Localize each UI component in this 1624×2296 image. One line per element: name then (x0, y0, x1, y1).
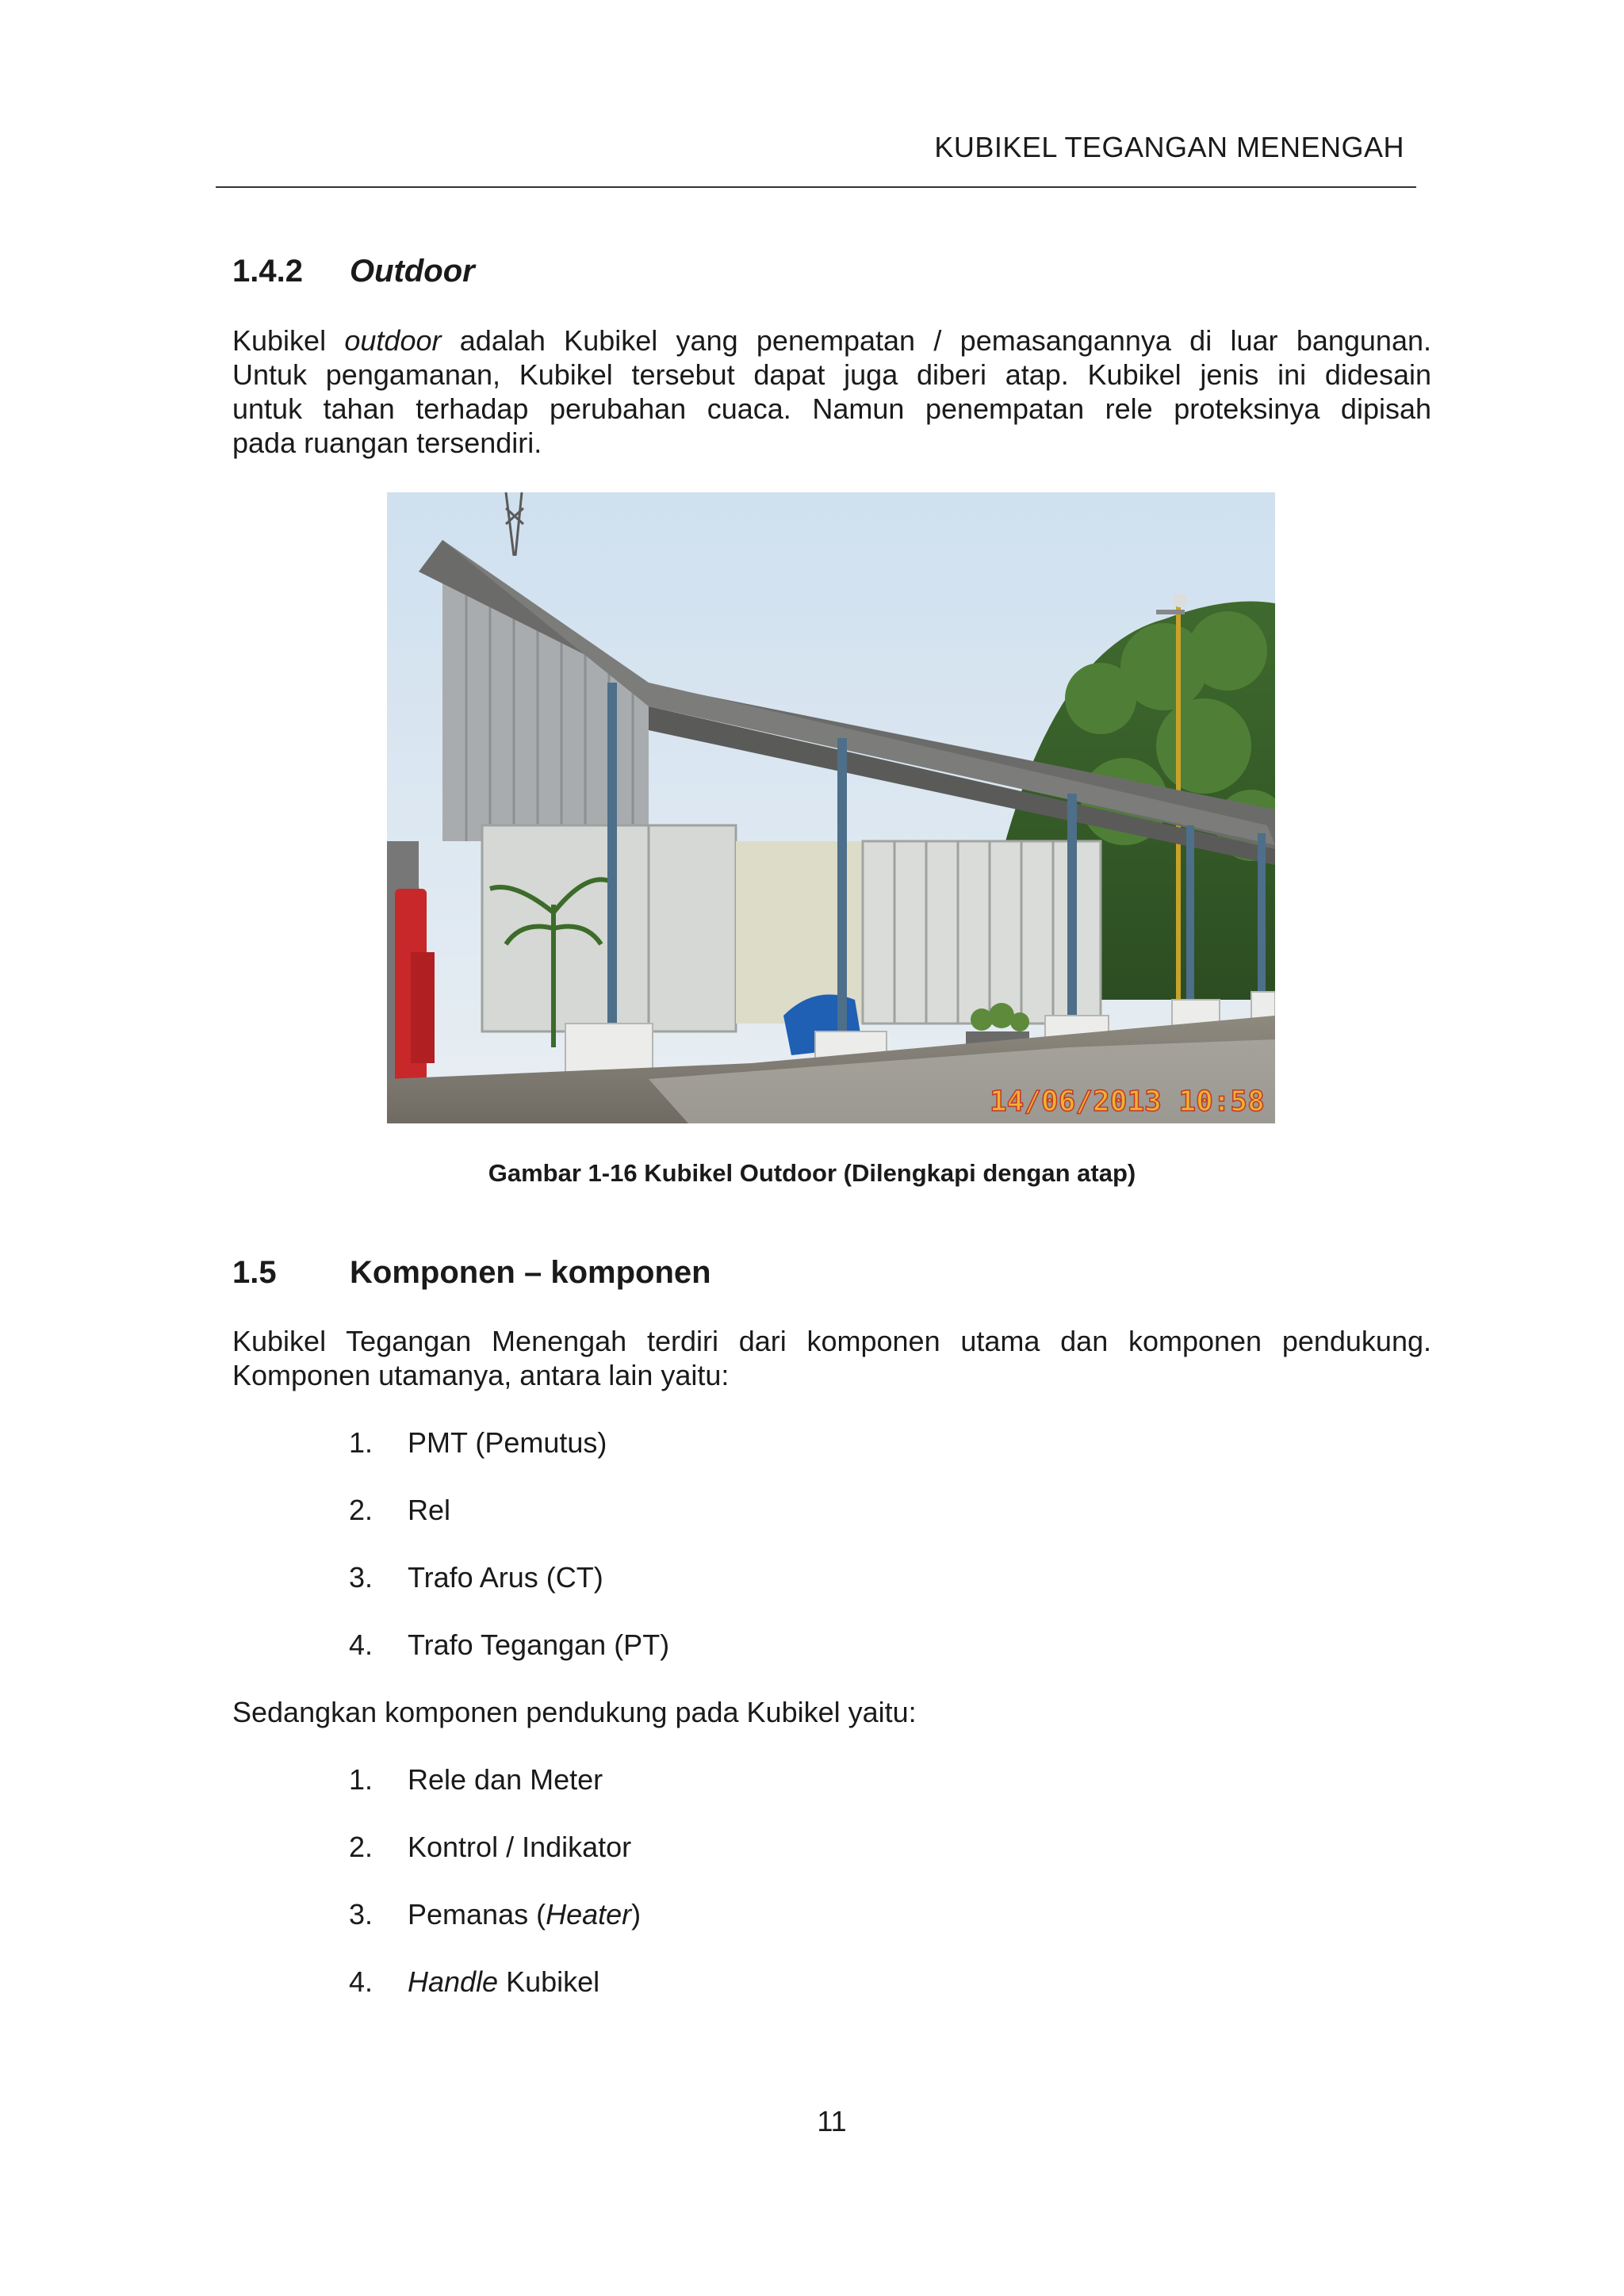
paragraph-line: untuk tahan terhadap perubahan cuaca. Namun penempatan rele proteksinya dipisah (232, 392, 1431, 425)
header-rule (216, 186, 1416, 188)
running-header: KUBIKEL TEGANGAN MENENGAH (934, 131, 1404, 163)
outdoor-paragraph (232, 323, 1431, 460)
section-title: Outdoor (350, 254, 475, 289)
paragraph-line: Komponen utamanya, antara lain yaitu: (232, 1359, 730, 1391)
section-heading-1-4-2 (232, 254, 867, 293)
section-heading-1-5 (232, 1255, 946, 1295)
paragraph-line: Untuk pengamanan, Kubikel tersebut dapat juga diberi atap. Kubikel jenis ini didesain (232, 358, 1431, 391)
support-components-intro: Sedangkan komponen pendukung pada Kubikel yaitu: (232, 1696, 917, 1728)
outdoor-cubicle-photo (387, 492, 1275, 1123)
paragraph-line: Kubikel outdoor adalah Kubikel yang penempatan / pemasangannya di luar bangunan. (232, 324, 1431, 357)
paragraph-line: Kubikel Tegangan Menengah terdiri dari komponen utama dan komponen pendukung. (232, 1325, 1431, 1357)
components-intro-paragraph (232, 1324, 1431, 1392)
section-title: Komponen – komponen (350, 1255, 711, 1290)
section-number: 1.4.2 (232, 254, 303, 289)
paragraph-line: pada ruangan tersendiri. (232, 427, 542, 459)
photo-timestamp: 14/06/2013 10:58 (990, 1085, 1265, 1118)
section-number: 1.5 (232, 1255, 277, 1290)
page-number: 11 (817, 2105, 847, 2137)
figure-caption: Gambar 1-16 Kubikel Outdoor (Dilengkapi dengan atap) (488, 1159, 1136, 1187)
